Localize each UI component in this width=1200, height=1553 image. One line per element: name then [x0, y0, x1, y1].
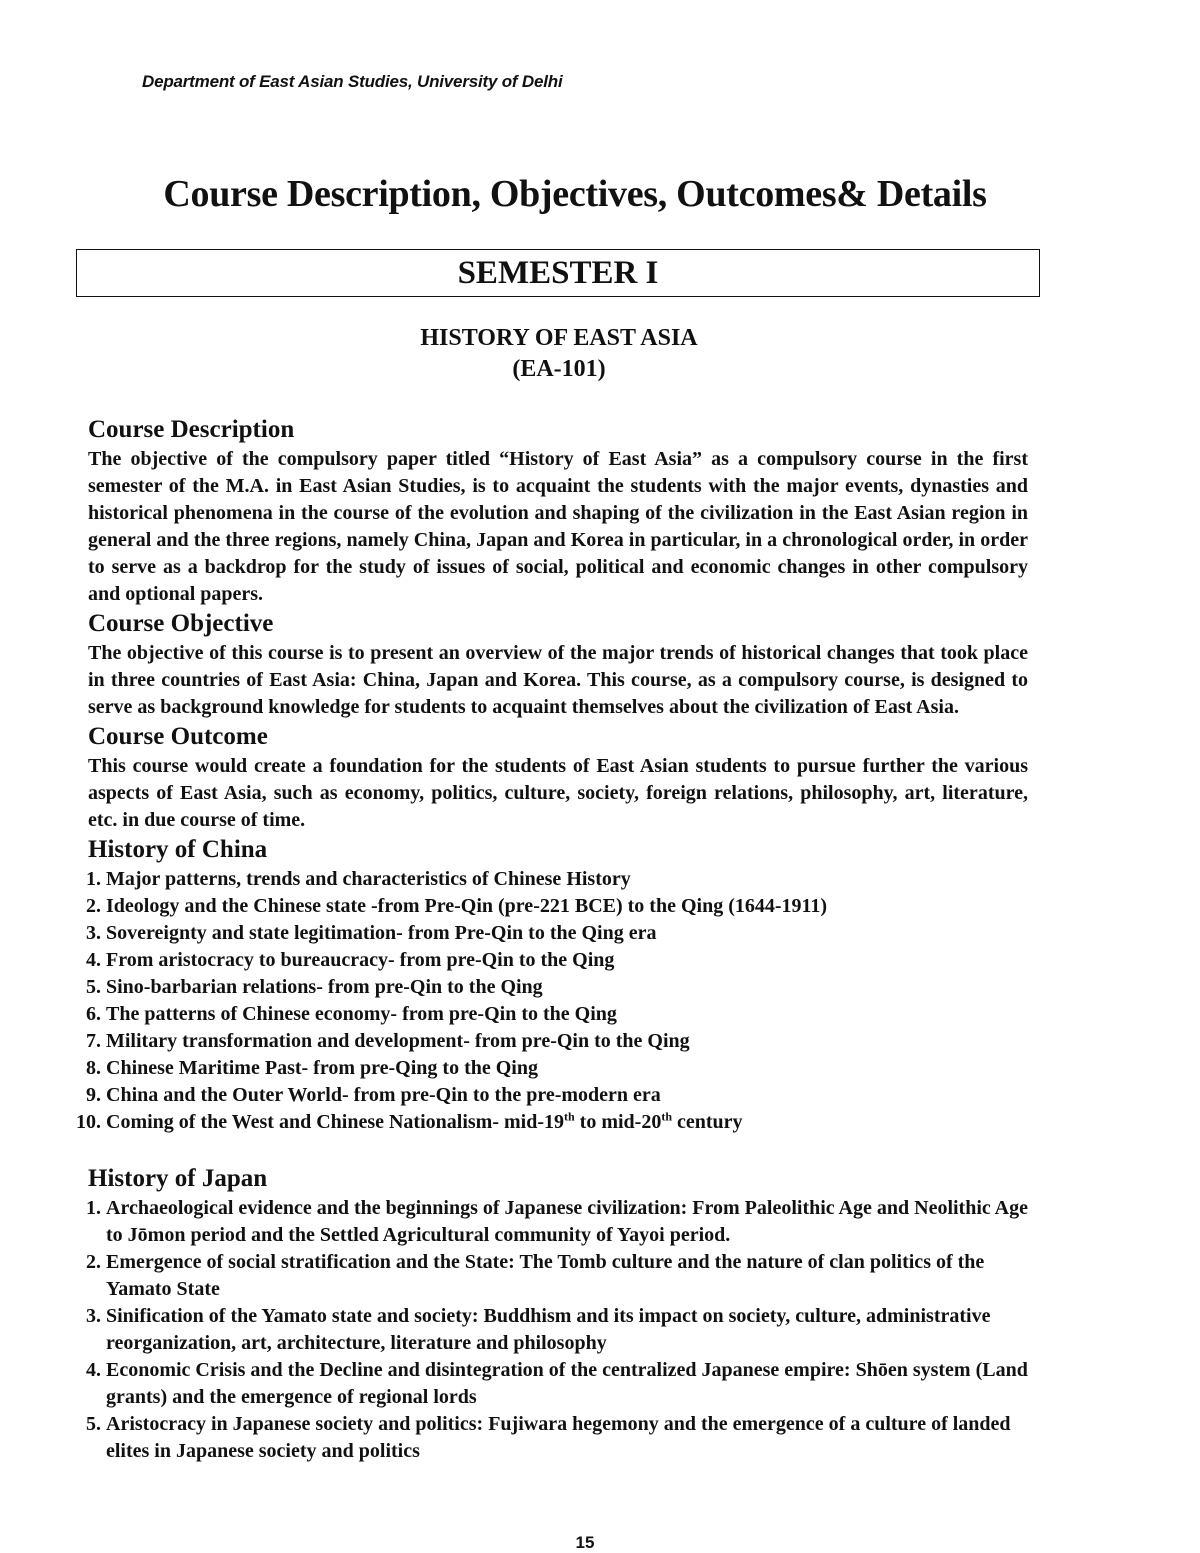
objective-body: The objective of this course is to present an overview of the major trends of historical changes that took place in three countries of East Asia: China, Japan and Korea. This course, as a compulsory course, is designed to serve as background knowledge for students to acquaint themselves about the civilization of East Asia. — [88, 642, 1028, 718]
outcome-body: This course would create a foundation for the students of East Asian students to pursue further the various aspects of East Asia, such as economy, politics, culture, society, foreign relations, philosophy, art, literature, etc. in due course of time. — [88, 755, 1028, 831]
china-heading: History of China — [88, 836, 268, 863]
japan-topic-list — [88, 1195, 1028, 1465]
list-item: 6. The patterns of Chinese economy- from pre-Qin to the Qing — [106, 1001, 1028, 1028]
course-title-block — [0, 323, 1118, 385]
objective-heading: Course Objective — [88, 610, 274, 637]
list-item: 9. China and the Outer World- from pre-Qin to the pre-modern era — [106, 1082, 1028, 1109]
superscript: th — [661, 1109, 673, 1124]
page-number: 15 — [575, 1533, 595, 1552]
department-header: Department of East Asian Studies, University of Delhi — [142, 72, 563, 91]
description-heading: Course Description — [88, 416, 295, 443]
document-body — [88, 414, 1028, 1465]
page-title: Course Description, Objectives, Outcomes& Details — [163, 173, 987, 215]
list-item-text: century — [672, 1111, 743, 1133]
list-item: 8. Chinese Maritime Past- from pre-Qing to the Qing — [106, 1055, 1028, 1082]
list-item: 3. Sinification of the Yamato state and society: Buddhism and its impact on society, culture, administrative reorganization, art, architecture, literature and philosophy — [106, 1303, 1028, 1357]
section-spacer — [88, 1136, 1028, 1163]
list-item: 1. Major patterns, trends and characteristics of Chinese History — [106, 866, 1028, 893]
course-code: (EA-101) — [512, 356, 606, 382]
list-item: 7. Military transformation and development- from pre-Qin to the Qing — [106, 1028, 1028, 1055]
list-item: 2. Emergence of social stratification and the State: The Tomb culture and the nature of clan politics of the Yamato State — [106, 1249, 1028, 1303]
list-item: 4. Economic Crisis and the Decline and disintegration of the centralized Japanese empire: Shōen system (Land grants) and the emergence of regional lords — [106, 1357, 1028, 1411]
description-body: The objective of the compulsory paper titled “History of East Asia” as a compulsory course in the first semester of the M.A. in East Asian Studies, is to acquaint the students with the major events, dynasties and historical phenomena in the course of the evolution and shaping of the civilization in the East Asian region in general and the three regions, namely China, Japan and Korea in particular, in a chronological order, in order to serve as a backdrop for the study of issues of social, political and economic changes in other compulsory and optional papers. — [88, 448, 1028, 605]
course-name: HISTORY OF EAST ASIA — [420, 325, 698, 351]
china-topic-list — [88, 866, 1028, 1136]
list-item — [106, 1109, 1028, 1136]
semester-banner: SEMESTER I — [76, 249, 1040, 297]
list-item: 4. From aristocracy to bureaucracy- from pre-Qin to the Qing — [106, 947, 1028, 974]
list-item: 3. Sovereignty and state legitimation- from Pre-Qin to the Qing era — [106, 920, 1028, 947]
list-item: 2. Ideology and the Chinese state -from Pre-Qin (pre-221 BCE) to the Qing (1644-1911) — [106, 893, 1028, 920]
outcome-heading: Course Outcome — [88, 723, 268, 750]
list-item: 5. Sino-barbarian relations- from pre-Qin to the Qing — [106, 974, 1028, 1001]
list-item-text: to mid-20 — [574, 1111, 662, 1133]
list-item: 1. Archaeological evidence and the beginnings of Japanese civilization: From Paleolithic Age and Neolithic Age to Jōmon period and the Settled Agricultural community of Yayoi period. — [106, 1195, 1028, 1249]
superscript: th — [564, 1109, 575, 1124]
list-item-text: Coming of the West and Chinese Nationalism- mid-19 — [106, 1111, 564, 1133]
list-item: 5. Aristocracy in Japanese society and politics: Fujiwara hegemony and the emergence of a culture of landed elites in Japanese society and politics — [106, 1411, 1028, 1465]
japan-heading: History of Japan — [88, 1165, 268, 1192]
